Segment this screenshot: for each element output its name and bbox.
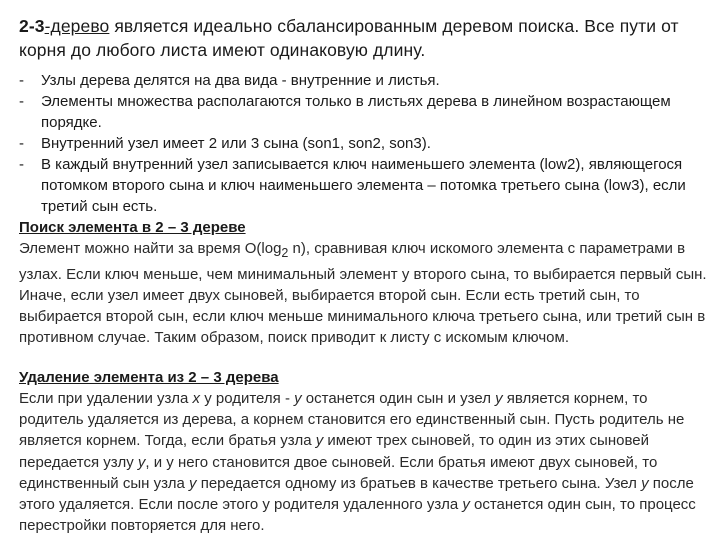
deletion-text <box>19 388 711 536</box>
search-section <box>19 217 711 348</box>
intro-paragraph <box>19 14 709 62</box>
properties-list <box>19 70 709 217</box>
deletion-text-segment: передается одному из братьев в качестве третьего сына. Узел <box>196 474 642 492</box>
variable-y: y <box>462 496 470 514</box>
deletion-text-segment: имеют трех сыновей, то один из этих сыновей передается узлу <box>19 432 649 471</box>
deletion-text-segment: Если при удалении узла <box>19 390 193 407</box>
list-item <box>19 154 709 217</box>
list-item-text: Внутренний узел имеет 2 или 3 сына (son1, son2, son3). <box>41 135 431 152</box>
variable-y: y <box>641 474 649 492</box>
list-item-text: Узлы дерева делятся на два вида - внутренние и листья. <box>41 72 440 89</box>
deletion-text-segment: у родителя - <box>200 390 295 407</box>
search-heading: Поиск элемента в 2 – 3 дереве <box>19 219 246 236</box>
search-text <box>19 238 711 348</box>
deletion-text-segment: является корнем, то родитель удаляется из дерева, а корнем становится его единственный сын. Пусть родитель не является корнем. Тогда, если братья узла <box>19 390 685 450</box>
dash-bullet-icon: - <box>19 93 24 110</box>
variable-y: y <box>294 390 302 407</box>
dash-bullet-icon: - <box>19 72 24 89</box>
deletion-heading: Удаление элемента из 2 – 3 дерева <box>19 369 279 386</box>
deletion-text-segment: останется один сын и узел <box>301 390 496 407</box>
title-term: -дерево <box>44 16 110 36</box>
dash-bullet-icon: - <box>19 156 24 173</box>
list-item <box>19 70 709 91</box>
intro-text: является идеально сбалансированным деревом поиска. Все пути от корня до любого листа имеют одинаковую длину. <box>19 16 679 60</box>
dash-bullet-icon: - <box>19 135 24 152</box>
deletion-text-segment: , и у него становится двое сыновей. Если братья имеют двух сыновей, то единственный сын узла <box>19 453 658 492</box>
list-item <box>19 133 709 154</box>
variable-y: y <box>189 474 197 492</box>
title-prefix: 2-3 <box>19 16 45 36</box>
list-item <box>19 91 709 133</box>
variable-y: y <box>137 453 146 471</box>
variable-x: x <box>192 390 201 407</box>
deletion-text-segment: останется один сын, то процесс перестройки повторяется для него. <box>19 496 696 535</box>
list-item-text: Элементы множества располагаются только в листьях дерева в линейном возрастающем порядке. <box>41 93 671 131</box>
variable-y: y <box>495 390 503 407</box>
deletion-text-segment: после этого удаляется. Если после этого у родителя удаленного узла <box>19 474 694 514</box>
variable-y: y <box>315 432 324 450</box>
search-text-part1: Элемент можно найти за время O(log <box>19 240 282 257</box>
deletion-section <box>19 367 711 536</box>
log-base-subscript: 2 <box>281 246 289 260</box>
list-item-text: В каждый внутренний узел записывается ключ наименьшего элемента (low2), являющегося потомком второго сына и ключ наименьшего элемента – потомка третьего сына (low3), если третий сын есть. <box>41 156 686 215</box>
search-text-part2: n), сравнивая ключ искомого элемента с параметрами в узлах. Если ключ меньше, чем минимальный элемент у второго сына, то выбирается первый сын. Иначе, если узел имеет двух сыновей, выбирается второй сын. Если есть третий сын, то выбирается второй сын, если ключ меньше минимального ключа третьего сына, или третий сын в противном случае. Таким образом, поиск приводит к листу с искомым ключом. <box>19 240 707 346</box>
